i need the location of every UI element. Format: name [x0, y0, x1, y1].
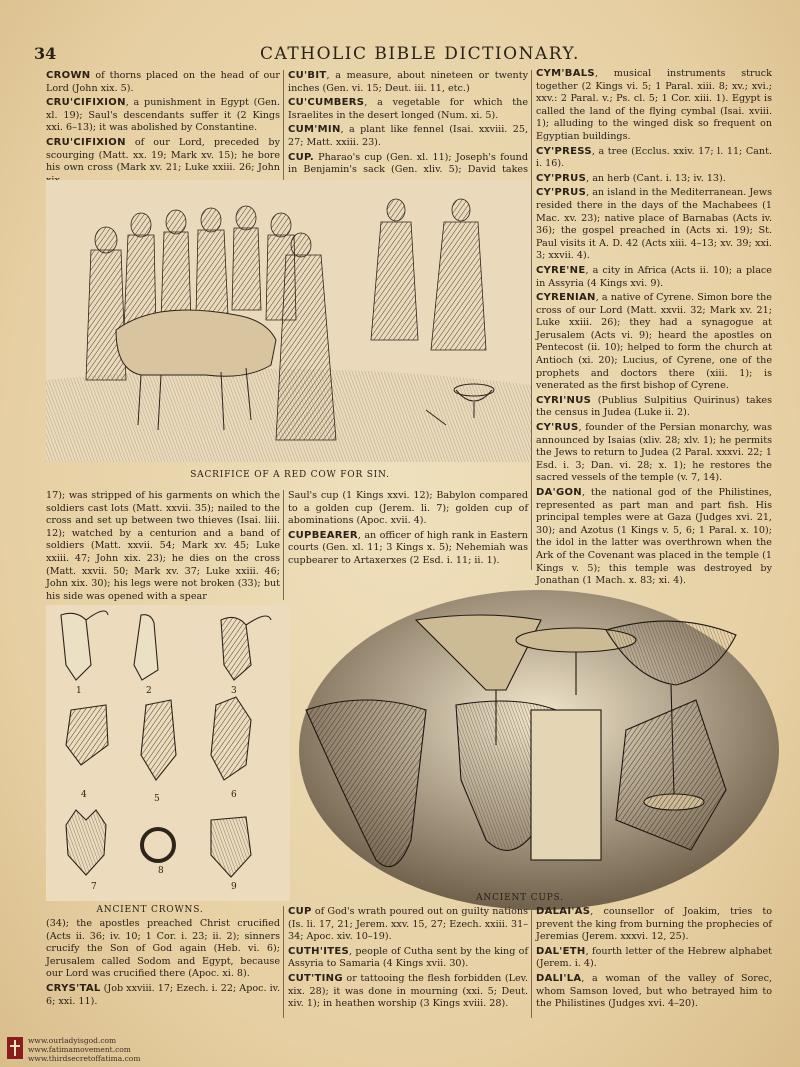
dictionary-entry	[46, 983, 280, 1008]
entry-headword: CY'PRESS	[536, 145, 592, 157]
entry-text: , a tree (Ecclus. xxiv. 17; l. 11; Cant. i. 16).	[536, 145, 772, 170]
crown-number: 4	[81, 790, 87, 800]
entry-headword: CY'PRUS	[536, 172, 587, 184]
entry-headword: CYRE'NE	[536, 264, 586, 276]
dictionary-entry	[46, 97, 280, 135]
dictionary-entry	[288, 946, 528, 971]
column-2-top	[288, 70, 528, 178]
page-number: 34	[34, 44, 57, 63]
dictionary-entry	[536, 146, 772, 171]
entry-headword: CUM'MIN	[288, 124, 341, 136]
entry-text: of God's wrath poured out on guilty nations (Is. li. 17, 21; Jerem. xxv. 15, 27; Ezech. xxiii. 31–34; Apoc. xiv. 10–19).	[288, 906, 528, 943]
crown-number: 2	[146, 686, 152, 696]
entry-text: 17); was stripped of his garments on which the soldiers cast lots (Matt. xxvii. 35); nailed to the cross and set up between two thieves (Isai. liii. 12); watched by a centurion and a band of soldiers (Matt. xxvii. 54; Mark xv. 45; Luke xxiii. 47; John xix. 23); he dies on the cross (Matt. xxvii. 50; Mark xv. 37; Luke xxiii. 46; John xix. 30); his legs were not broken (33); but his side was opened with a spear	[46, 490, 280, 602]
cups-illustration	[296, 580, 782, 890]
cups-caption: ANCIENT CUPS.	[476, 893, 564, 903]
column-3-bottom	[536, 906, 772, 1021]
column-1-bottom	[46, 918, 280, 1023]
dictionary-entry	[536, 68, 772, 144]
fatima-logo-icon	[6, 1036, 24, 1060]
crown-number: 9	[231, 882, 237, 892]
entry-headword: CRYS'TAL	[46, 982, 101, 994]
crowns-illustration	[46, 605, 290, 901]
entry-text: , fourth letter of the Hebrew alphabet (Jerem. i. 4).	[536, 945, 772, 970]
entry-text: Pharao's cup (Gen. xl. 11); Joseph's found in Benjamin's sack (Gen. xliv. 5); David takes	[288, 151, 528, 176]
entry-text: , founder of the Persian monarchy, was announced by Isaias (xliv. 28; xlv. 1); he permits the Jews to return to Judea (2 Paral. xxxvi. 22; 1 Esd. i. 3; Dan. vi. 28; x. 1); he restores the sacred vessels of the temple (v. 7, 14).	[536, 422, 772, 484]
entry-headword: CU'CUMBERS	[288, 97, 365, 109]
footer-link[interactable]: www.thirdsecretoffatima.com	[28, 1054, 141, 1063]
entry-headword: CRU'CIFIXION	[46, 136, 126, 148]
entry-text: , an herb (Cant. i. 13; iv. 13).	[586, 172, 726, 184]
dictionary-entry	[536, 265, 772, 290]
dictionary-entry	[536, 292, 772, 393]
dictionary-entry	[536, 946, 772, 971]
dictionary-entry	[288, 906, 528, 944]
entry-headword: CY'RUS	[536, 422, 579, 434]
dictionary-entry	[46, 70, 280, 95]
entry-text: (Publius Sulpitius Quirinus) takes the census in Judea (Luke ii. 2).	[536, 394, 772, 419]
sacrifice-caption: SACRIFICE OF A RED COW FOR SIN.	[190, 470, 390, 480]
entry-headword: CUTH'ITES	[288, 945, 349, 957]
entry-headword: CUPBEARER	[288, 529, 358, 541]
entry-text: (Job xxviii. 17; Ezech. i. 22; Apoc. iv. 6; xxi. 11).	[46, 982, 280, 1007]
entry-text: , musical instruments struck together (2 Kings vi. 5; 1 Paral. xiii. 8; xv.; xvi.; xxv.: 2 Paral. v.; Ps. cl. 5; 1 Cor. xiii. 1). Egypt is called the land of the flying cymbal (Isai. xviii. 1); alluding to the winged disk so frequent on Egyptian buildings.	[536, 68, 772, 142]
dictionary-entry	[288, 70, 528, 95]
entry-headword: CUP.	[288, 151, 314, 163]
crown-number: 7	[91, 882, 97, 892]
crown-number: 1	[76, 686, 82, 696]
entry-text: , a native of Cyrene. Simon bore the cross of our Lord (Matt. xxvii. 32; Mark xv. 21; Luke xxiii. 26); they had a synagogue at Jerusalem (Acts vi. 9); heard the apostles on Pentecost (ii. 10); helped to form the church at Antioch (xi. 20); Lucius, of Cyrene, one of the prophets and doctors there (xiii. 1); is venerated as the first bishop of Cyrene.	[536, 292, 772, 392]
column-1-top	[46, 70, 280, 188]
dictionary-entry	[536, 187, 772, 263]
entry-text: , a punishment in Egypt (Gen. xl. 19); Saul's descendants suffer it (2 Kings xxi. 6–13); it was abolished by Constantine.	[46, 97, 280, 134]
dictionary-entry	[536, 973, 772, 1011]
entry-headword: CUT'TING	[288, 972, 343, 984]
entry-headword: CROWN	[46, 70, 91, 81]
entry-headword: CU'BIT	[288, 70, 327, 81]
entry-text: , an island in the Mediterranean. Jews resided there in the days of the Machabees (1 Mac. xv. 23); native place of Barnabas (Acts iv. 36); the gospel preached in (Acts xi. 19); St. Paul visits it A. D. 42 (Acts xiii. 4–13; xv. 39; xxi. 3; xxvii. 4).	[536, 187, 772, 262]
entry-headword: CUP	[288, 906, 312, 917]
entry-text: or tattooing the flesh forbidden (Lev. xix. 28); it was done in mourning (xxi. 5; Deut. xiv. 1); in heathen worship (3 Kings xviii. 28).	[288, 972, 528, 1010]
crown-number: 3	[231, 686, 237, 696]
column-rule	[531, 70, 532, 570]
dictionary-entry	[288, 124, 528, 149]
entry-headword: CYRENIAN	[536, 292, 596, 304]
column-rule	[531, 906, 532, 1018]
column-rule	[283, 906, 284, 1018]
entry-text: , a woman of the valley of Sorec, whom Samson loved, but who betrayed him to the Philistines (Judges xvi. 4–20).	[536, 972, 772, 1010]
entry-headword: DAL'ETH	[536, 945, 586, 957]
entry-text: , an officer of high rank in Eastern courts (Gen. xl. 11; 3 Kings x. 5); Nehemiah was cupbearer to Artaxerxes (2 Esd. i. 11; ii. 1).	[288, 529, 528, 566]
entry-headword: CYRI'NUS	[536, 394, 592, 406]
dictionary-entry	[46, 490, 280, 603]
entry-text: , people of Cutha sent by the king of Assyria to Samaria (4 Kings xvii. 30).	[288, 945, 528, 970]
entry-text: of our Lord, preceded by scourging (Matt. xx. 19; Mark xv. 15); he bore his own cross (Mark xv. 21; Luke xxiii. 26; John	[46, 136, 280, 174]
dictionary-entry	[536, 173, 772, 186]
sacrifice-illustration	[46, 180, 531, 462]
entry-text: , a vegetable for which the Israelites in the desert longed (Num. xi. 5).	[288, 97, 528, 121]
column-2-bottom	[288, 906, 528, 1021]
entry-headword: DA'GON	[536, 487, 582, 498]
crown-number: 6	[231, 790, 237, 800]
column-3-top	[536, 68, 772, 587]
dictionary-entry	[288, 530, 528, 568]
footer-link[interactable]: www.fatimamovement.com	[28, 1045, 131, 1054]
entry-text: , a city in Africa (Acts ii. 10); a place in Assyria (4 Kings xvi. 9).	[536, 264, 772, 289]
dictionary-entry	[46, 918, 280, 981]
dictionary-entry	[288, 97, 528, 122]
dictionary-entry	[288, 490, 528, 528]
dictionary-entry	[536, 906, 772, 944]
crown-number: 5	[154, 794, 160, 804]
entry-headword: CRU'CIFIXION	[46, 97, 126, 109]
dictionary-entry	[536, 487, 772, 588]
dictionary-entry	[288, 973, 528, 1011]
column-rule	[283, 490, 284, 600]
entry-text: (34); the apostles preached Christ crucified (Acts ii. 36; iv. 10; 1 Cor. i. 23; ii. 2); sinners crucify the Son of God again (Heb. vi. 6); Jerusalem called Sodom and Egypt, because our Lord was crucified there (Apoc. xi. 8).	[46, 918, 280, 980]
dictionary-entry	[536, 422, 772, 485]
column-1-mid	[46, 490, 280, 602]
entry-text: of thorns placed on the head of our Lord (John xix. 5).	[46, 70, 280, 94]
column-rule	[283, 70, 284, 180]
footer-link[interactable]: www.ourladyisgod.com	[28, 1036, 117, 1045]
entry-headword: DALI'LA	[536, 972, 582, 984]
footer-links	[28, 1036, 140, 1063]
entry-text: , a plant like fennel (Isai. xxviii. 25, 27; Matt. xxiii. 23).	[288, 124, 528, 148]
column-2-mid	[288, 490, 528, 580]
running-title: CATHOLIC BIBLE DICTIONARY.	[260, 44, 580, 64]
entry-text: , a measure, about nineteen or twenty inches (Gen. vi. 15; Deut. iii. 11, etc.)	[288, 70, 528, 94]
entry-headword: CYM'BALS	[536, 68, 595, 79]
entry-text: , the national god of the Philistines, represented as part man and part fish. His principal temples were at Gaza (Judges xvi. 21, 30); and Azotus (1 Kings v. 5, 6; 1 Paral. x. 10); the idol in the latter was overthrown when the Ark of the Covenant was placed in the temple (1 Kings v. 5); this temple was destroyed by Jonathan (1 Mach. x. 83; xi. 4).	[536, 487, 772, 587]
dictionary-entry	[536, 395, 772, 420]
entry-text: Saul's cup (1 Kings xxvi. 12); Babylon compared to a golden cup (Jerem. li. 7); golden cup of abominations (Apoc. xvii. 4).	[288, 490, 528, 527]
crown-number: 8	[158, 866, 164, 876]
entry-headword: CY'PRUS	[536, 187, 587, 199]
crowns-caption: ANCIENT CROWNS.	[96, 905, 204, 915]
entry-headword: DALAI'AS	[536, 906, 591, 917]
entry-text: , counsellor of Joakim, tries to prevent the king from burning the prophecies of Jeremias (Jerem. xxxvi. 12, 25).	[536, 906, 772, 943]
